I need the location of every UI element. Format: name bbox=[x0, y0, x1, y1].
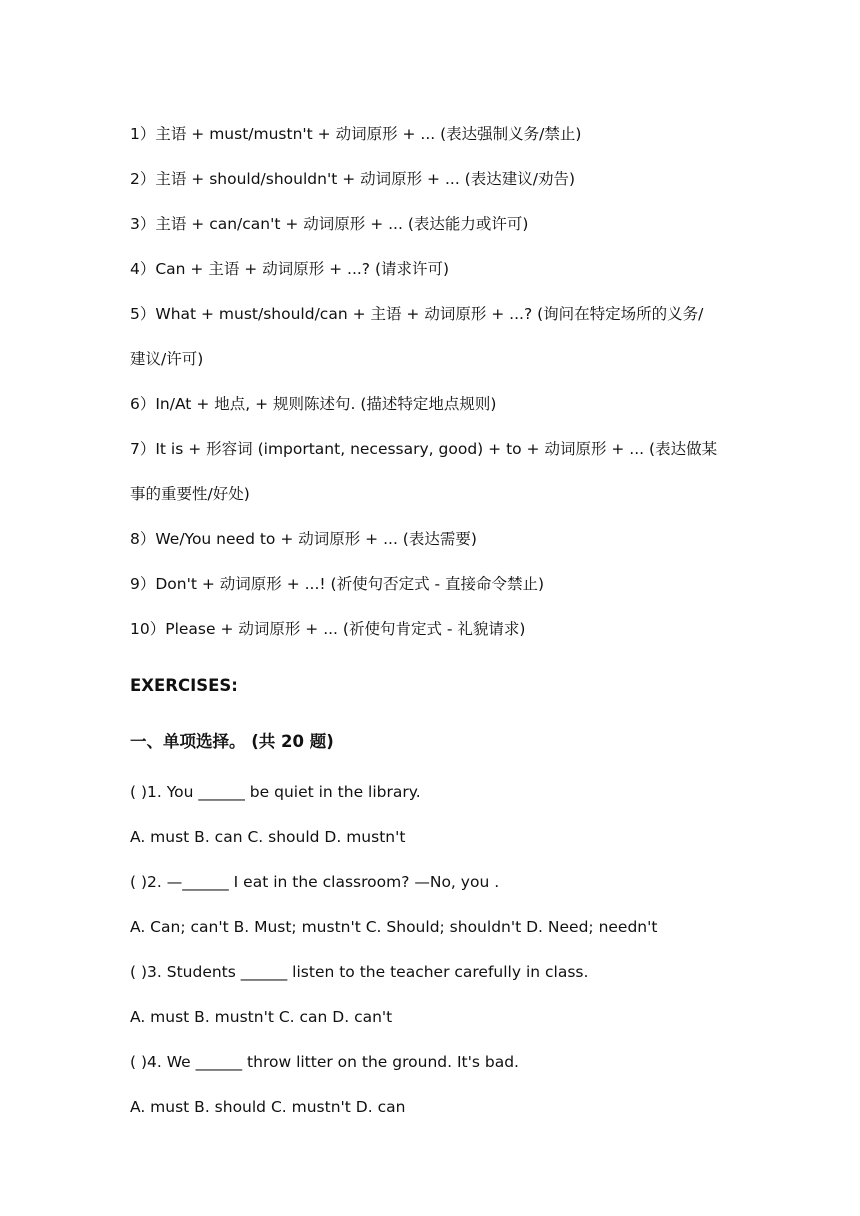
grammar-rules-list bbox=[130, 112, 740, 652]
question-4-options: A. must B. should C. mustn't D. can bbox=[130, 1098, 406, 1116]
rule-line-6: 6）In/At + 地点, + 规则陈述句. (描述特定地点规则) bbox=[130, 395, 497, 413]
section-heading: 一、单项选择。 (共 20 题) bbox=[130, 732, 334, 751]
rule-line-7: 7）It is + 形容词 (important, necessary, good) + to + 动词原形 + ... (表达做某 bbox=[130, 440, 718, 458]
exercises-heading: EXERCISES: bbox=[130, 676, 238, 695]
rule-line-3: 3）主语 + can/can't + 动词原形 + ... (表达能力或许可) bbox=[130, 215, 529, 233]
question-3: ( )3. Students ______ listen to the teacher carefully in class. bbox=[130, 963, 589, 981]
question-2-options: A. Can; can't B. Must; mustn't C. Should; shouldn't D. Need; needn't bbox=[130, 918, 658, 936]
questions-list bbox=[130, 770, 740, 1130]
question-2: ( )2. —______ I eat in the classroom? —No, you . bbox=[130, 873, 500, 891]
question-4: ( )4. We ______ throw litter on the ground. It's bad. bbox=[130, 1053, 519, 1071]
rule-line-7-continued: 事的重要性/好处) bbox=[130, 485, 250, 503]
rule-line-10: 10）Please + 动词原形 + ... (祈使句肯定式 - 礼貌请求) bbox=[130, 620, 526, 638]
rule-line-9: 9）Don't + 动词原形 + ...! (祈使句否定式 - 直接命令禁止) bbox=[130, 575, 545, 593]
rule-line-8: 8）We/You need to + 动词原形 + ... (表达需要) bbox=[130, 530, 477, 548]
question-1-options: A. must B. can C. should D. mustn't bbox=[130, 828, 406, 846]
question-3-options: A. must B. mustn't C. can D. can't bbox=[130, 1008, 393, 1026]
rule-line-5: 5）What + must/should/can + 主语 + 动词原形 + ...? (询问在特定场所的义务/ bbox=[130, 305, 704, 323]
rule-line-5-continued: 建议/许可) bbox=[130, 350, 204, 368]
rule-line-1: 1）主语 + must/mustn't + 动词原形 + ... (表达强制义务/禁止) bbox=[130, 125, 582, 143]
rule-line-2: 2）主语 + should/shouldn't + 动词原形 + ... (表达建议/劝告) bbox=[130, 170, 575, 188]
question-1: ( )1. You ______ be quiet in the library. bbox=[130, 783, 421, 801]
page-content bbox=[130, 112, 740, 1130]
rule-line-4: 4）Can + 主语 + 动词原形 + ...? (请求许可) bbox=[130, 260, 450, 278]
